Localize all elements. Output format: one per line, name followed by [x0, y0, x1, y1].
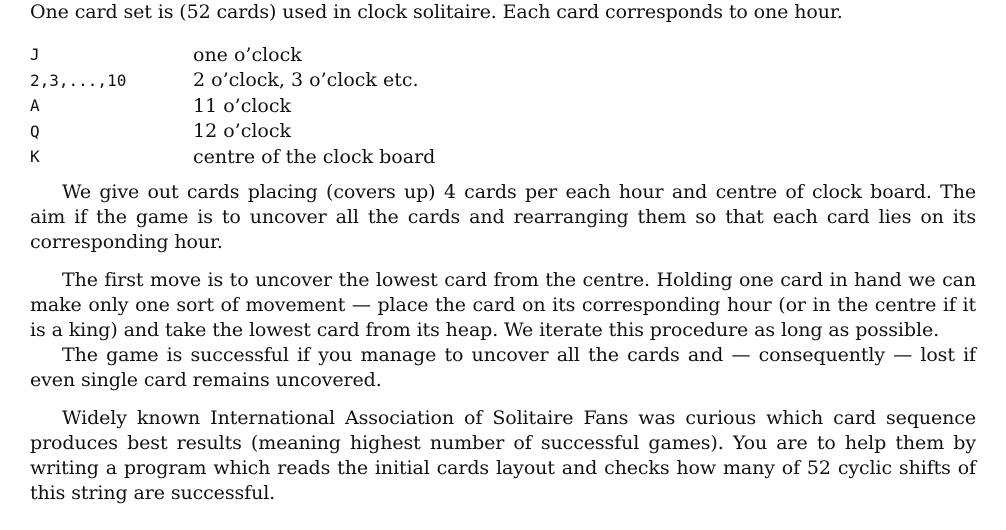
card-code: J [30, 45, 40, 65]
table-row [30, 93, 435, 119]
table-row [30, 68, 435, 94]
card-meaning: one o’clock [193, 43, 302, 66]
intro-text: One card set is (52 cards) used in clock solitaire. Each card corresponds to one hour. [30, 1, 843, 23]
card-meaning: 12 o’clock [193, 120, 292, 143]
card-meaning: 2 o’clock, 3 o’clock etc. [193, 69, 419, 92]
card-meaning: centre of the clock board [193, 145, 436, 168]
card-code: 2,3,...,10 [30, 70, 127, 90]
table-row [30, 119, 435, 145]
card-code: K [30, 147, 40, 167]
paragraph-dealing: We give out cards placing (covers up) 4 cards per each hour and centre of clock board. The aim if the game is to uncover all the cards and rearranging them so that each card lies on its corresponding hour. [30, 180, 976, 253]
problem-statement [30, 0, 976, 506]
card-hour-table [30, 42, 435, 170]
table-row [30, 144, 435, 170]
card-meaning: 11 o’clock [193, 94, 292, 117]
paragraph-success: The game is successful if you manage to uncover all the cards and — consequently — lost if even single card remains uncovered. [30, 343, 976, 391]
paragraph-task: Widely known International Association of Solitaire Fans was curious which card sequence produces best results (meaning highest number of successful games). You are to help them by writing a program which reads the initial cards layout and checks how many of 52 cyclic shifts of this string are successful. [30, 406, 976, 504]
paragraph-moves: The first move is to uncover the lowest card from the centre. Holding one card in hand we can make only one sort of movement — place the card on its corresponding hour (or in the centre if it is a king) and take the lowest card from its heap. We iterate this procedure as long as possible. [30, 268, 976, 341]
table-row [30, 42, 435, 68]
card-code: Q [30, 121, 40, 141]
card-code: A [30, 96, 40, 116]
